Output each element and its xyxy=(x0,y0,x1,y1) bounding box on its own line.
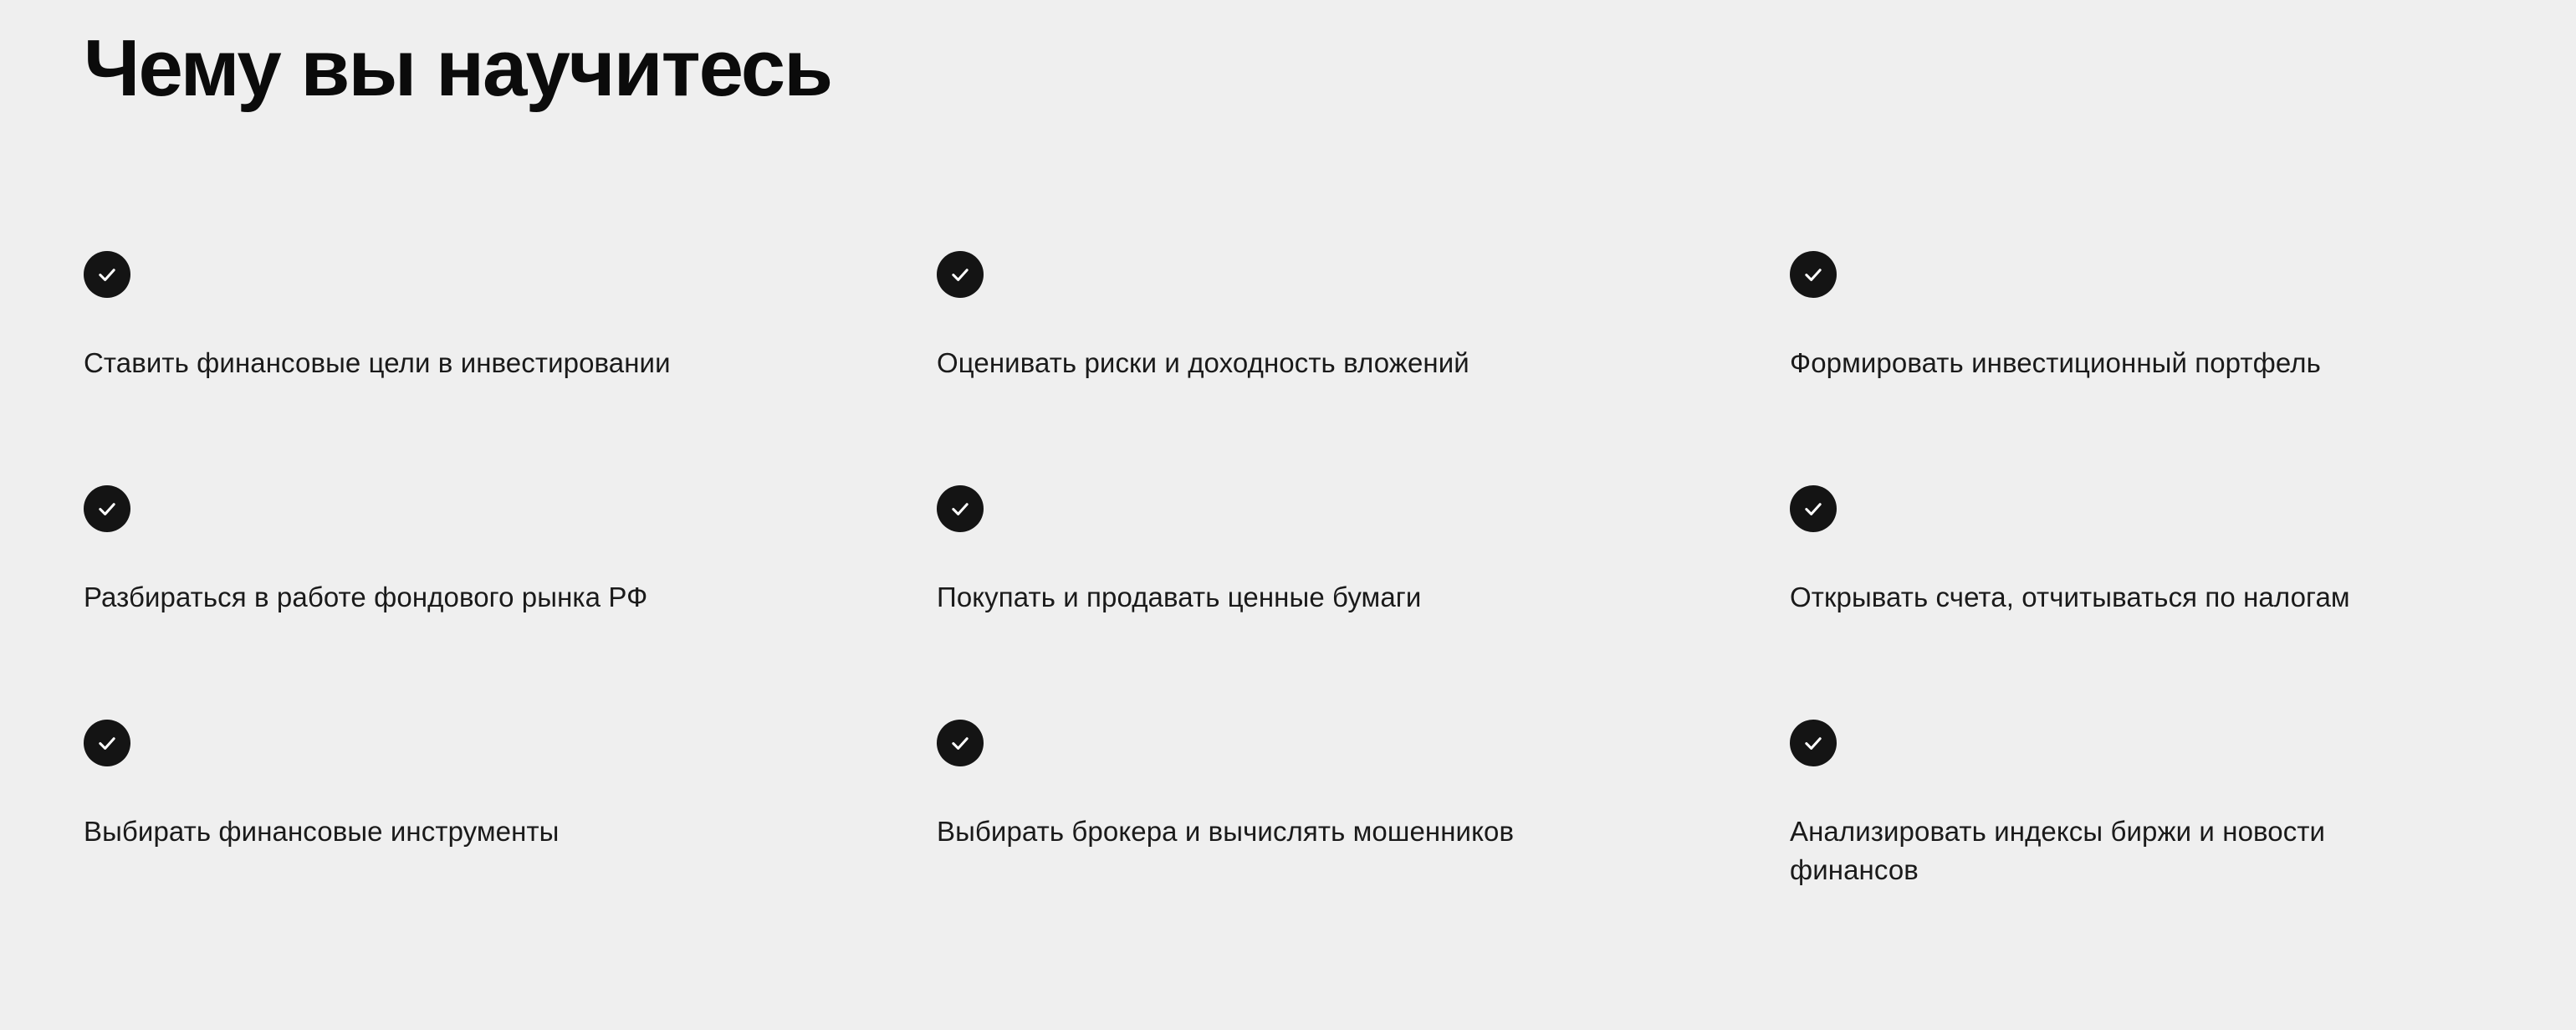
list-item-label: Выбирать брокера и вычислять мошенников xyxy=(937,816,1515,847)
list-item-label: Выбирать финансовые инструменты xyxy=(84,816,560,847)
check-icon xyxy=(1790,720,1837,766)
list-item xyxy=(84,485,937,720)
list-item xyxy=(937,485,1790,720)
list-item-label: Ставить финансовые цели в инвестировании xyxy=(84,347,671,378)
list-item-label: Анализировать индексы биржи и новости финансов xyxy=(1790,816,2326,885)
check-icon xyxy=(84,720,130,766)
list-item xyxy=(937,720,1790,954)
check-icon xyxy=(1790,251,1837,298)
check-icon xyxy=(84,485,130,532)
list-item-label: Оценивать риски и доходность вложений xyxy=(937,347,1469,378)
list-item xyxy=(1790,485,2501,720)
check-icon xyxy=(84,251,130,298)
list-item xyxy=(1790,720,2501,954)
list-item-label: Покупать и продавать ценные бумаги xyxy=(937,582,1422,612)
list-item xyxy=(937,251,1790,485)
list-item-label: Разбираться в работе фондового рынка РФ xyxy=(84,582,648,612)
check-icon xyxy=(1790,485,1837,532)
outcomes-grid xyxy=(84,251,2501,954)
list-item-label: Формировать инвестиционный портфель xyxy=(1790,347,2321,378)
check-icon xyxy=(937,485,984,532)
list-item-label: Открывать счета, отчитываться по налогам xyxy=(1790,582,2350,612)
list-item xyxy=(1790,251,2501,485)
check-icon xyxy=(937,251,984,298)
page-title: Чему вы научитесь xyxy=(84,23,832,113)
list-item xyxy=(84,251,937,485)
list-item xyxy=(84,720,937,954)
check-icon xyxy=(937,720,984,766)
